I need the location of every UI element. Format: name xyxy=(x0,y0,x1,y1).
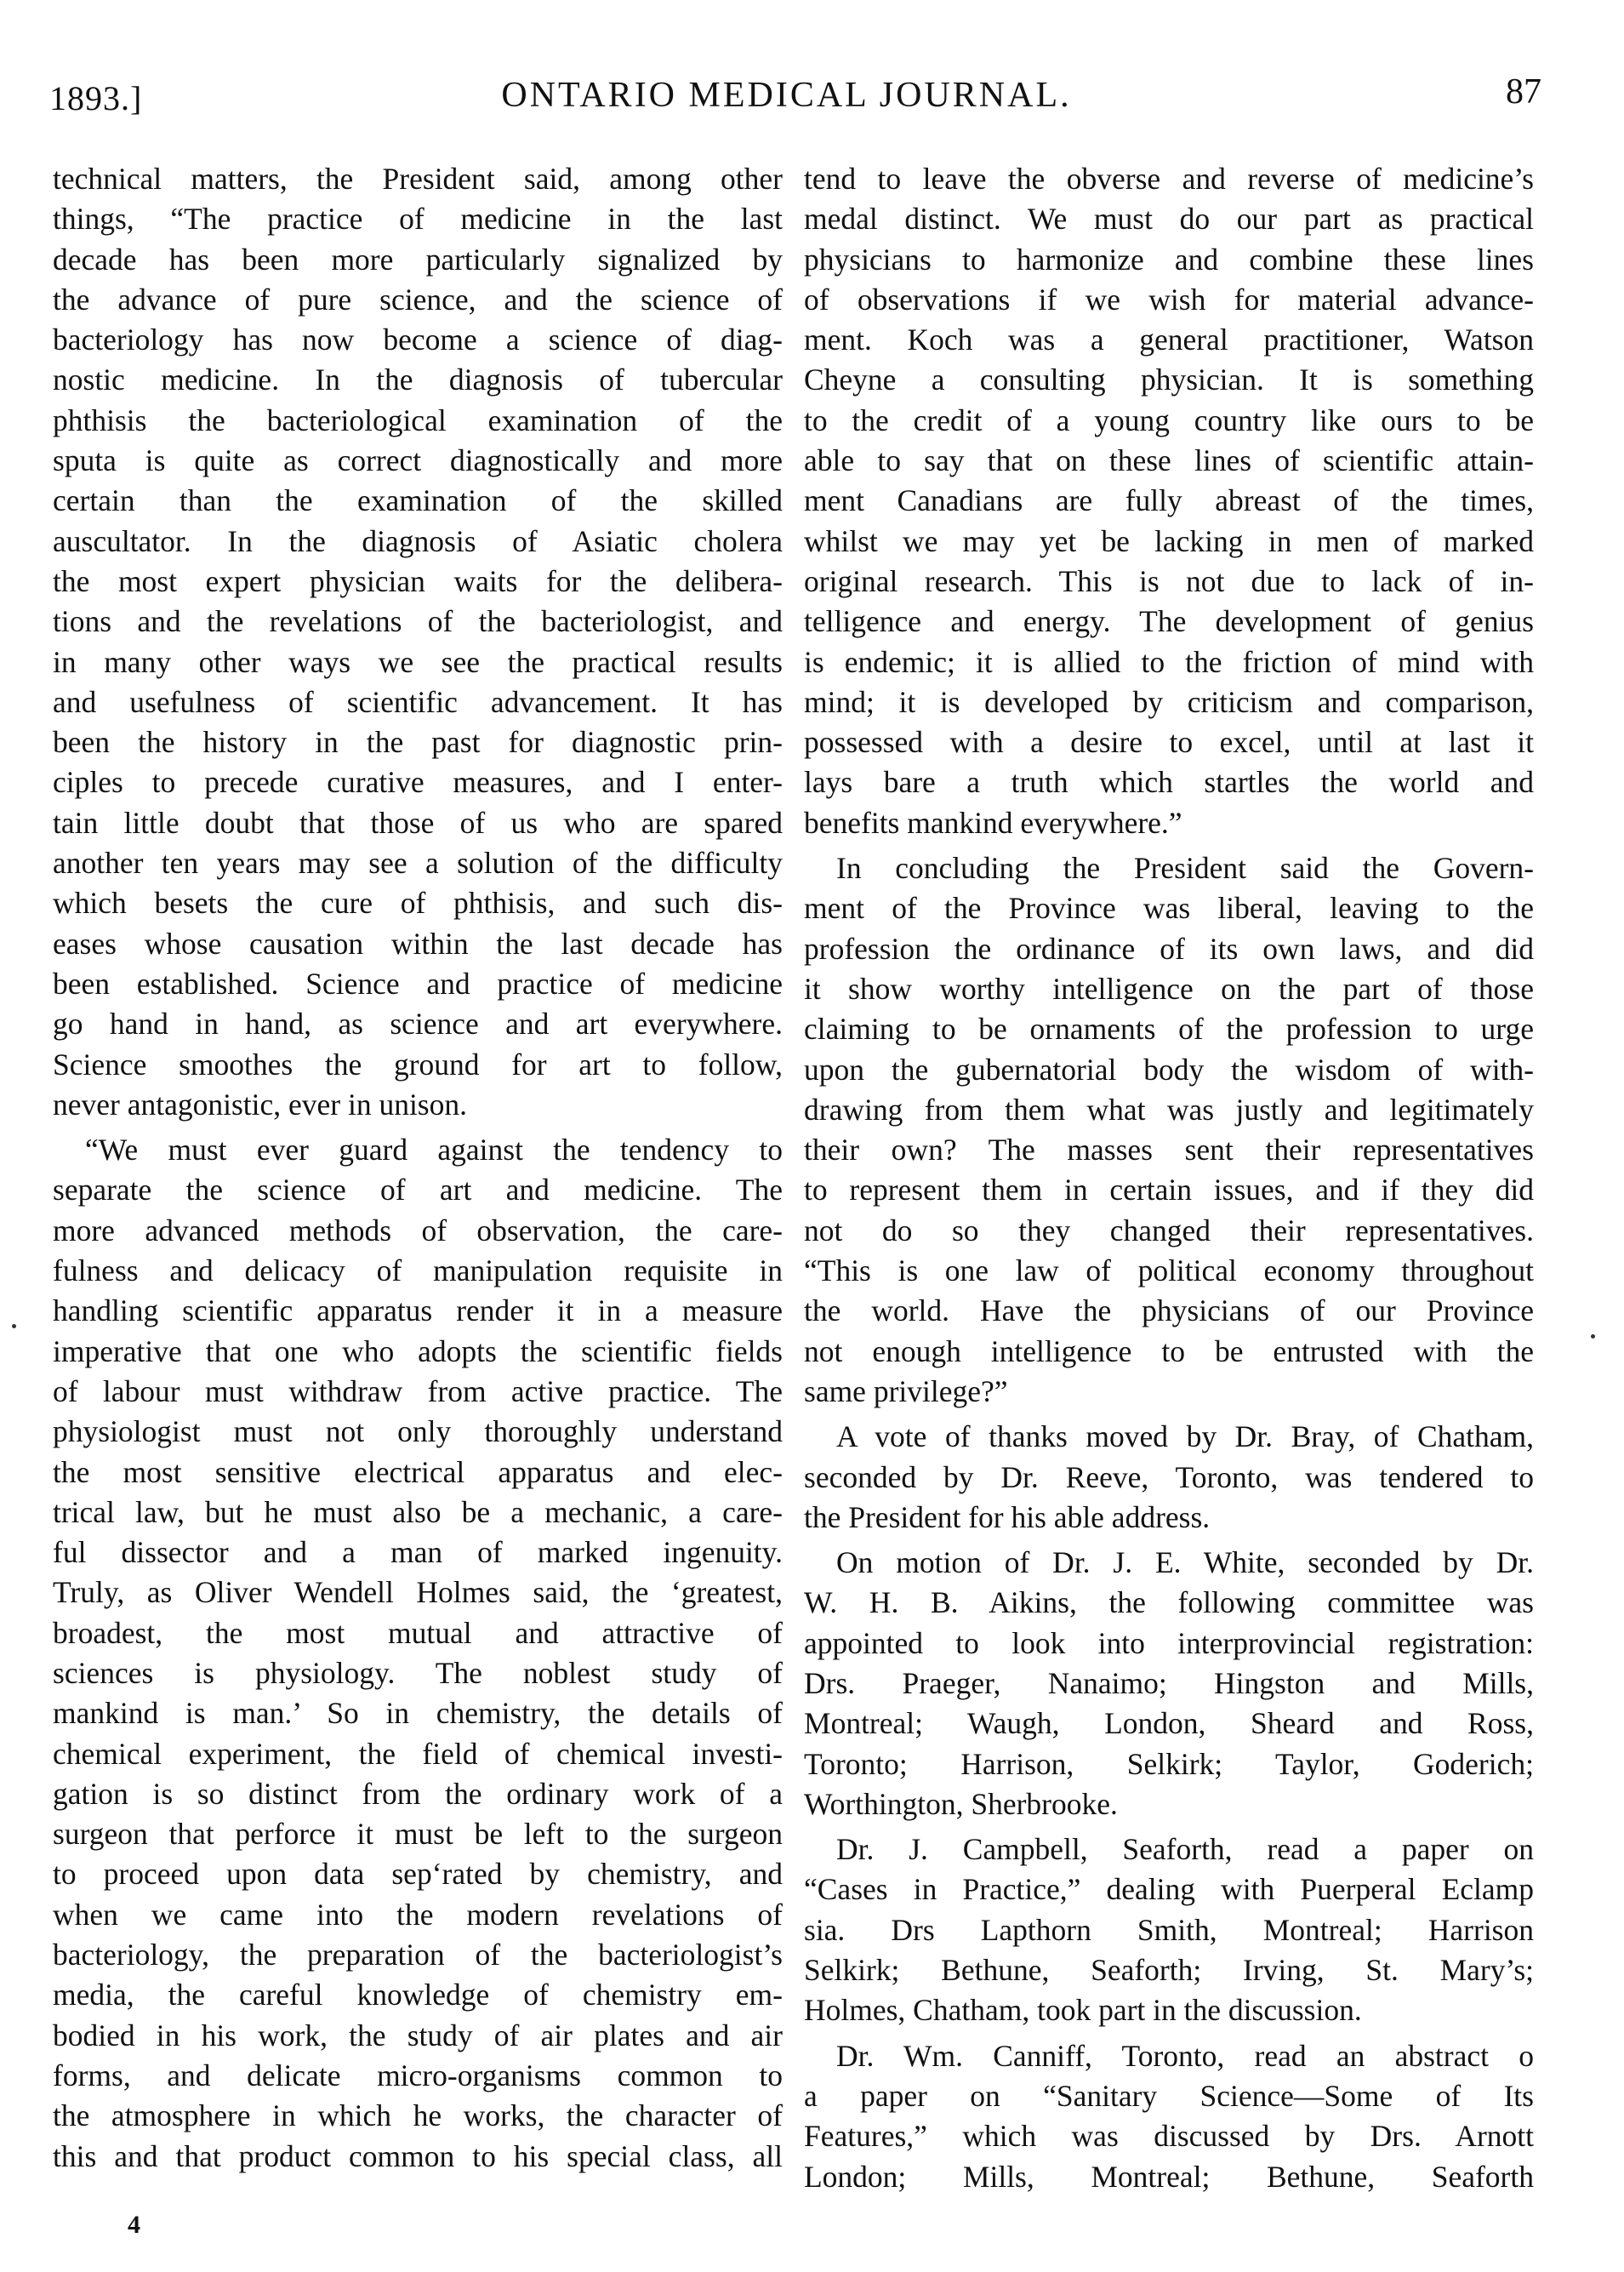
text-line: Montreal; Waugh, London, Sheard and Ross, xyxy=(804,1706,1534,1741)
text-line: Dr. Wm. Canniff, Toronto, read an abstract o xyxy=(836,2038,1534,2073)
text-line: another ten years may see a solution of the difficulty xyxy=(53,846,783,881)
text-line: it show worthy intelligence on the part of those xyxy=(804,971,1534,1006)
text-line: separate the science of art and medicine. The xyxy=(53,1173,783,1207)
text-line: broadest, the most mutual and attractive of xyxy=(53,1615,783,1650)
text-line: profession the ordinance of its own laws, and did xyxy=(804,931,1534,966)
text-line: auscultator. In the diagnosis of Asiatic cholera xyxy=(53,523,783,558)
scan-speck xyxy=(12,1324,16,1328)
text-line: of labour must withdraw from active practice. The xyxy=(53,1373,783,1408)
text-line: drawing from them what was justly and legitimately xyxy=(804,1092,1534,1127)
text-line: the advance of pure science, and the science of xyxy=(53,282,783,317)
text-line: media, the careful knowledge of chemistry em- xyxy=(53,1978,783,2012)
text-line: the world. Have the physicians of our Province xyxy=(804,1293,1534,1328)
text-line: medal distinct. We must do our part as practical xyxy=(804,202,1534,237)
text-line: and usefulness of scientific advancement. It has xyxy=(53,684,783,719)
text-line: when we came into the modern revelations of xyxy=(53,1897,783,1932)
text-line: Dr. J. Campbell, Seaforth, read a paper on xyxy=(836,1832,1534,1867)
text-line: certain than the examination of the skilled xyxy=(53,483,783,518)
text-line: in many other ways we see the practical results xyxy=(53,644,783,679)
text-line: appointed to look into interprovincial registration: xyxy=(804,1625,1534,1660)
text-line: to proceed upon data sep‘rated by chemistry, and xyxy=(53,1857,783,1892)
text-line: the most expert physician waits for the delibera- xyxy=(53,563,783,598)
text-line: benefits mankind everywhere.” xyxy=(804,805,1182,840)
paragraph xyxy=(804,2036,1534,2197)
text-line: upon the gubernatorial body the wisdom of with- xyxy=(804,1052,1534,1087)
text-line: chemical experiment, the field of chemical investi- xyxy=(53,1736,783,1771)
text-line: “Cases in Practice,” dealing with Puerperal Eclamp xyxy=(804,1872,1534,1907)
text-line: “This is one law of political economy throughout xyxy=(804,1253,1534,1288)
text-line: whilst we may yet be lacking in men of marked xyxy=(804,523,1534,558)
text-line: surgeon that perforce it must be left to the surgeon xyxy=(53,1817,783,1852)
text-line: original research. This is not due to lack of in- xyxy=(804,563,1534,598)
text-line: bacteriology, the preparation of the bacteriologist’s xyxy=(53,1938,783,1972)
text-line: Cheyne a consulting physician. It is something xyxy=(804,362,1534,397)
text-line: trical law, but he must also be a mechanic, a care- xyxy=(53,1494,783,1529)
text-line: go hand in hand, as science and art everywhere. xyxy=(53,1007,783,1042)
text-line: ciples to precede curative measures, and I enter- xyxy=(53,765,783,800)
text-line: In concluding the President said the Govern- xyxy=(836,851,1534,886)
text-line: W. H. B. Aikins, the following committee was xyxy=(804,1585,1534,1620)
text-line: imperative that one who adopts the scientific fields xyxy=(53,1333,783,1368)
text-line: which besets the cure of phthisis, and such dis- xyxy=(53,886,783,921)
page-number: 87 xyxy=(1506,72,1541,111)
text-line: telligence and energy. The development of genius xyxy=(804,604,1534,639)
signature-mark: 4 xyxy=(128,2211,140,2239)
text-line: been the history in the past for diagnostic prin- xyxy=(53,725,783,760)
text-line: a paper on “Sanitary Science—Some of Its xyxy=(804,2078,1534,2113)
text-line: decade has been more particularly signalized by xyxy=(53,242,783,277)
text-line: to the credit of a young country like ours to be xyxy=(804,402,1534,437)
paragraph xyxy=(804,1830,1534,2030)
text-line: able to say that on these lines of scientific attain- xyxy=(804,443,1534,478)
paragraph xyxy=(804,159,1534,843)
text-line: is endemic; it is allied to the friction of mind with xyxy=(804,644,1534,679)
text-line: Holmes, Chatham, took part in the discussion. xyxy=(804,1993,1362,2028)
text-line: tions and the revelations of the bacteriologist, and xyxy=(53,604,783,639)
text-line: ment. Koch was a general practitioner, Watson xyxy=(804,323,1534,357)
text-line: bodied in his work, the study of air plates and air xyxy=(53,2018,783,2052)
text-line: Toronto; Harrison, Selkirk; Taylor, Goderich; xyxy=(804,1746,1534,1781)
text-line: been established. Science and practice of medicine xyxy=(53,966,783,1001)
text-line: eases whose causation within the last decade has xyxy=(53,926,783,961)
text-line: physicians to harmonize and combine these lines xyxy=(804,242,1534,277)
text-line: forms, and delicate micro-organisms common to xyxy=(53,2058,783,2092)
paragraph xyxy=(804,1543,1534,1824)
text-line: of observations if we wish for material advance- xyxy=(804,282,1534,317)
text-line: tain little doubt that those of us who are spared xyxy=(53,805,783,840)
text-line: ment of the Province was liberal, leaving to the xyxy=(804,891,1534,926)
text-line: sputa is quite as correct diagnostically and more xyxy=(53,443,783,478)
paragraph xyxy=(804,848,1534,1412)
text-line: nostic medicine. In the diagnosis of tubercular xyxy=(53,362,783,397)
text-line: phthisis the bacteriological examination of the xyxy=(53,402,783,437)
text-line: Drs. Praeger, Nanaimo; Hingston and Mills, xyxy=(804,1665,1534,1700)
text-line: same privilege?” xyxy=(804,1373,1008,1408)
text-line: sciences is physiology. The noblest study of xyxy=(53,1655,783,1690)
text-line: their own? The masses sent their representatives xyxy=(804,1133,1534,1167)
paragraph xyxy=(804,1417,1534,1538)
running-header xyxy=(0,66,1624,126)
left-column xyxy=(53,159,783,2177)
text-line: the most sensitive electrical apparatus and elec- xyxy=(53,1454,783,1489)
paragraph xyxy=(53,159,783,1125)
text-line: this and that product common to his special class, all xyxy=(53,2138,783,2173)
scan-speck xyxy=(1591,1334,1595,1339)
text-line: seconded by Dr. Reeve, Toronto, was tendered to xyxy=(804,1459,1534,1494)
text-line: mankind is man.’ So in chemistry, the details of xyxy=(53,1696,783,1731)
text-line: the President for his able address. xyxy=(804,1499,1211,1534)
text-line: Worthington, Sherbrooke. xyxy=(804,1786,1118,1821)
text-line: handling scientific apparatus render it in a measure xyxy=(53,1293,783,1328)
text-line: ful dissector and a man of marked ingenuity. xyxy=(53,1535,783,1570)
text-line: not do so they changed their representatives. xyxy=(804,1213,1534,1247)
text-line: the atmosphere in which he works, the character of xyxy=(53,2098,783,2133)
text-line: Features,” which was discussed by Drs. Arnott xyxy=(804,2119,1534,2154)
text-line: On motion of Dr. J. E. White, seconded by Dr. xyxy=(836,1545,1534,1580)
right-column xyxy=(804,159,1534,2197)
text-line: more advanced methods of observation, the care- xyxy=(53,1213,783,1247)
text-line: physiologist must not only thoroughly understand xyxy=(53,1414,783,1449)
text-line: mind; it is developed by criticism and comparison, xyxy=(804,684,1534,719)
text-line: Truly, as Oliver Wendell Holmes said, the ‘greatest, xyxy=(53,1575,783,1610)
text-line: ment Canadians are fully abreast of the times, xyxy=(804,483,1534,518)
text-line: possessed with a desire to excel, until at last it xyxy=(804,725,1534,760)
text-line: never antagonistic, ever in unison. xyxy=(53,1087,467,1122)
text-line: gation is so distinct from the ordinary work of a xyxy=(53,1776,783,1811)
journal-title: ONTARIO MEDICAL JOURNAL. xyxy=(501,76,1072,115)
text-line: not enough intelligence to be entrusted with the xyxy=(804,1333,1534,1368)
text-line: Selkirk; Bethune, Seaforth; Irving, St. Mary’s; xyxy=(804,1953,1534,1988)
text-line: bacteriology has now become a science of diag- xyxy=(53,323,783,357)
text-line: claiming to be ornaments of the profession to urge xyxy=(804,1012,1534,1047)
text-line: “We must ever guard against the tendency to xyxy=(85,1133,783,1167)
paragraph xyxy=(53,1130,783,2177)
text-line: to represent them in certain issues, and if they did xyxy=(804,1173,1534,1207)
text-line: sia. Drs Lapthorn Smith, Montreal; Harrison xyxy=(804,1912,1534,1947)
text-line: things, “The practice of medicine in the last xyxy=(53,202,783,237)
header-year: 1893.] xyxy=(49,79,143,117)
text-line: fulness and delicacy of manipulation requisite in xyxy=(53,1253,783,1288)
text-line: technical matters, the President said, among other xyxy=(53,162,783,196)
text-line: A vote of thanks moved by Dr. Bray, of Chatham, xyxy=(836,1419,1534,1454)
text-line: London; Mills, Montreal; Bethune, Seaforth xyxy=(804,2159,1534,2194)
text-line: tend to leave the obverse and reverse of medicine’s xyxy=(804,162,1534,196)
text-line: lays bare a truth which startles the world and xyxy=(804,765,1534,800)
text-line: Science smoothes the ground for art to follow, xyxy=(53,1047,783,1082)
